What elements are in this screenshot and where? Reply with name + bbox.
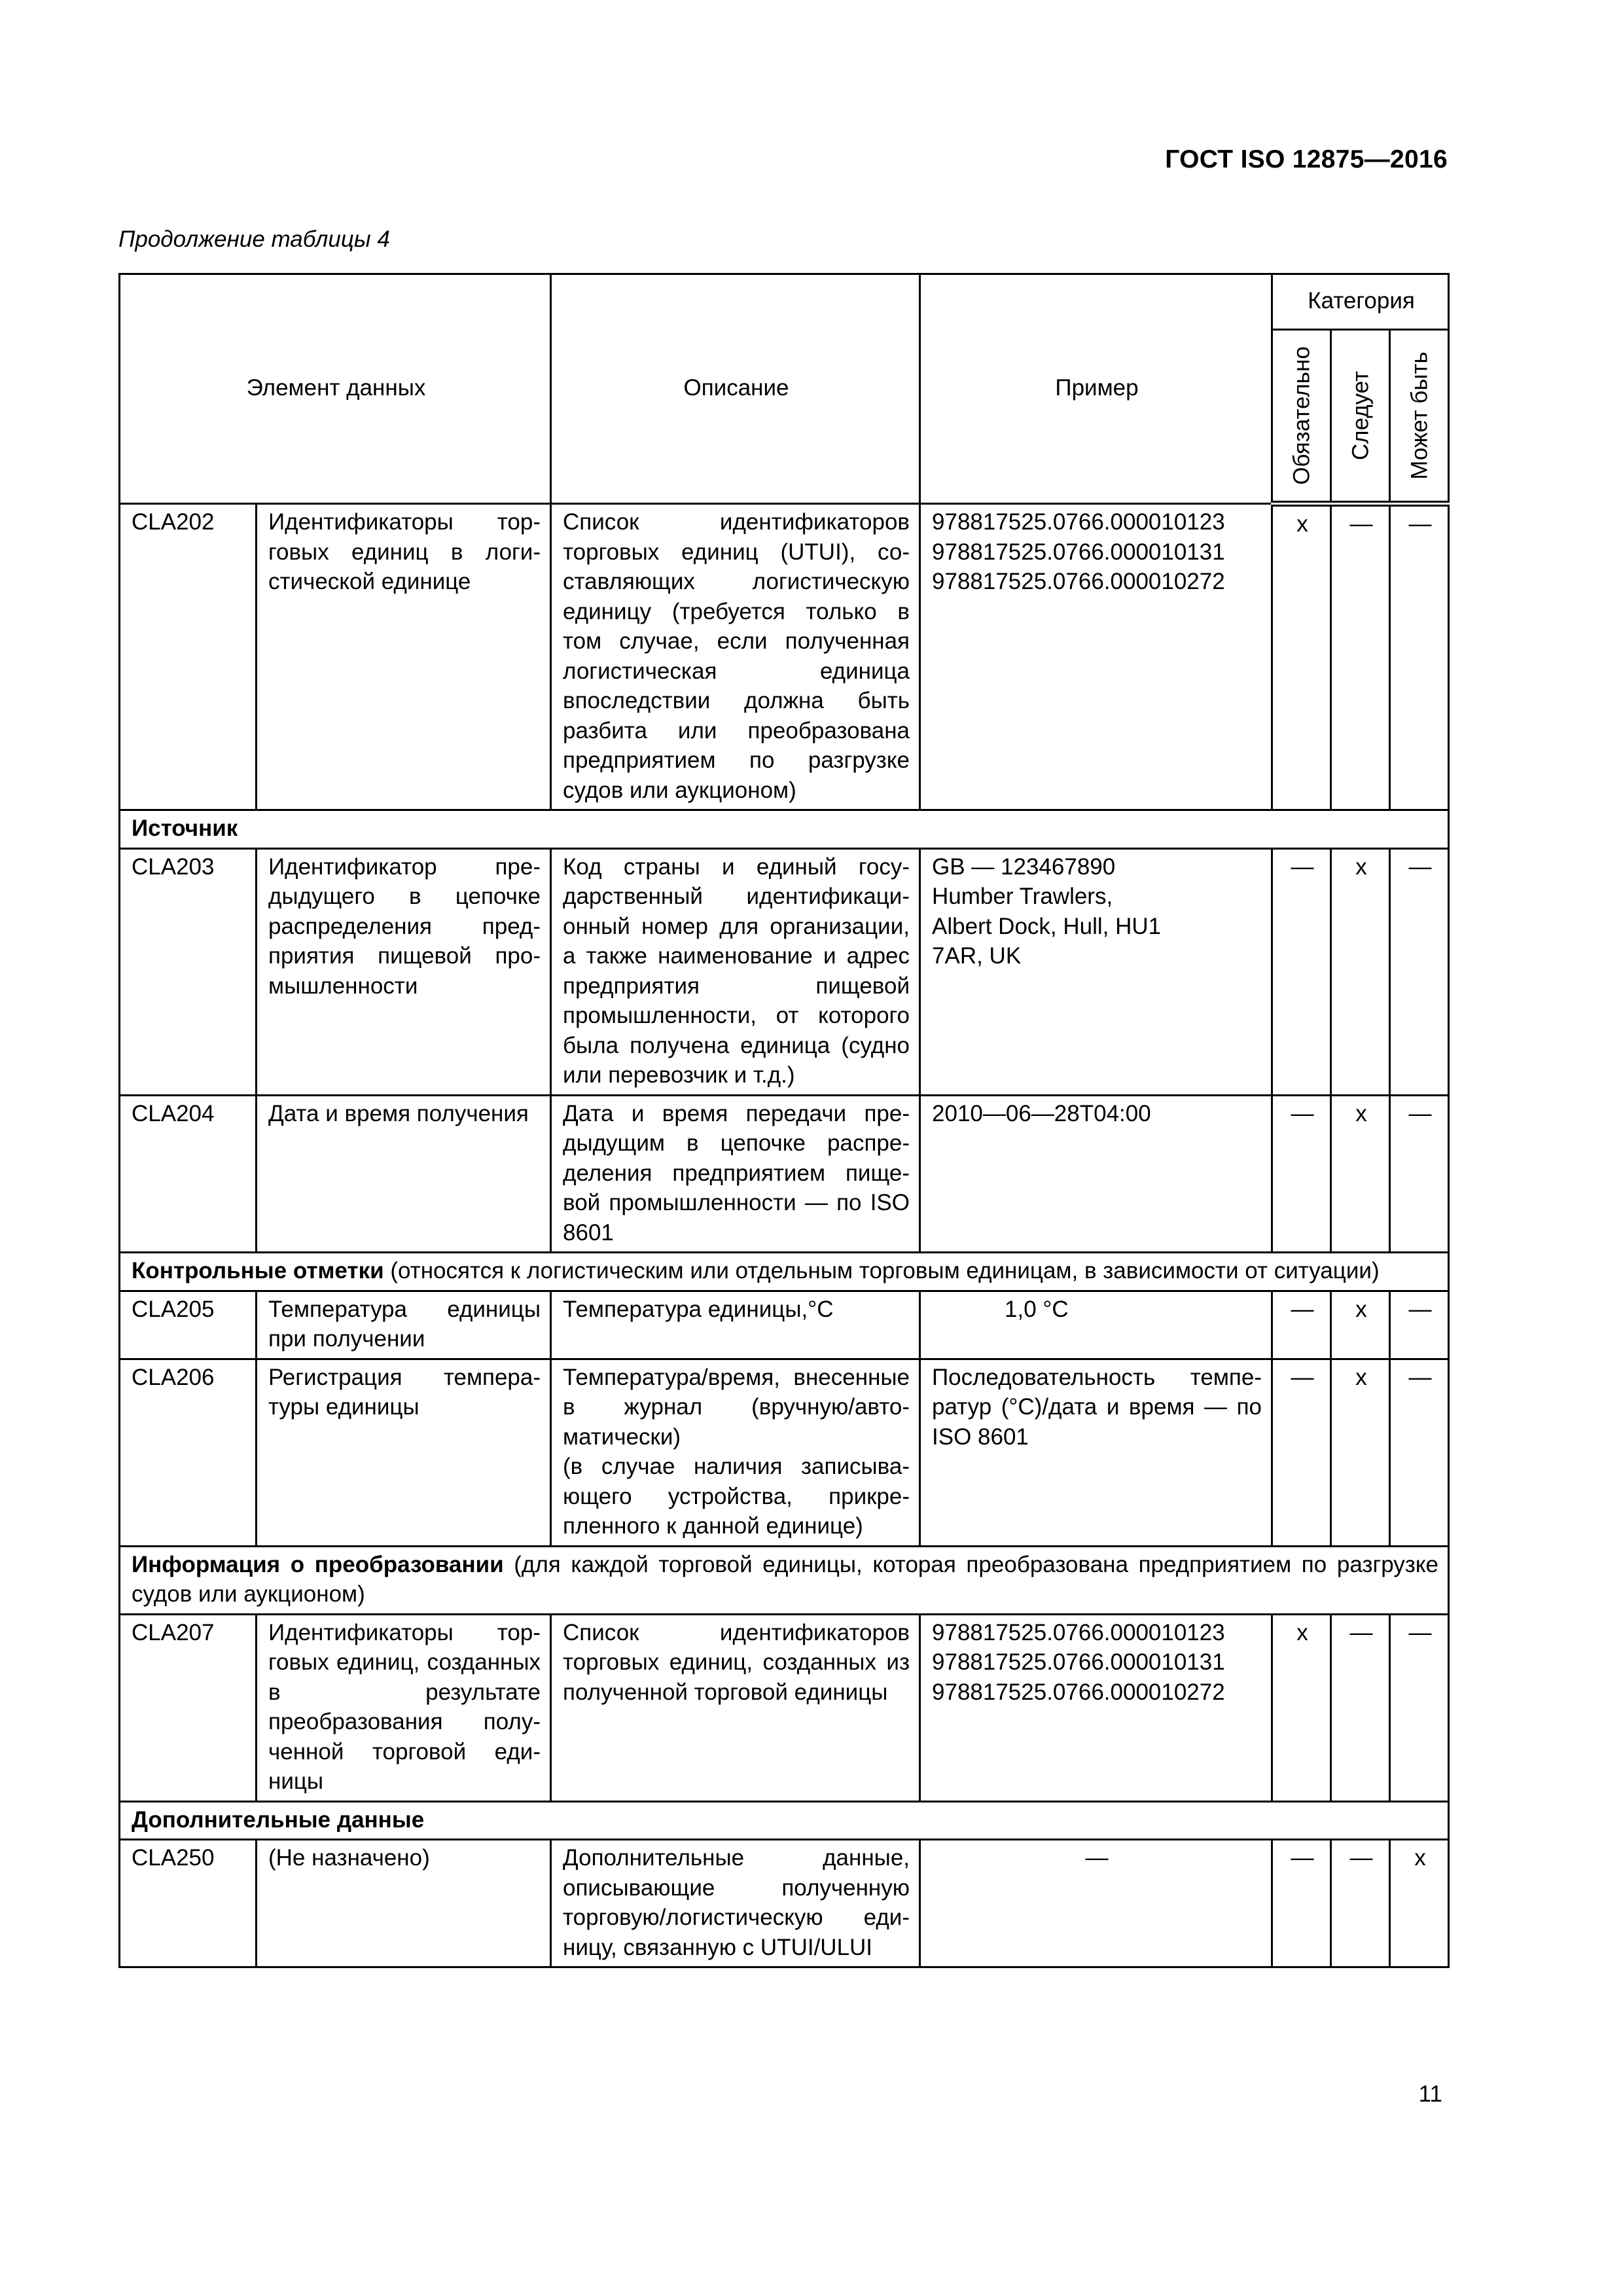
row-may-mark: — <box>1390 1095 1449 1253</box>
row-should-mark: — <box>1331 504 1390 810</box>
row-element-name: (Не назначено) <box>257 1840 551 1967</box>
row-code: CLA206 <box>120 1359 257 1546</box>
description-main: Температура/время, внесенные в журнал (вручную/автоматически) <box>563 1364 910 1450</box>
row-description: Код страны и единый государственный идентификационный номер для организации, а также наименование и адрес предприятия пищевой промышленности, от которого была получена единица (судно или перевозчик и т.д.) <box>551 848 920 1095</box>
row-element-name: Идентификаторы торговых единиц в логистической единице <box>257 504 551 810</box>
example-line: 1,0 °С <box>1005 1296 1069 1322</box>
row-description: Температура единицы,°С <box>551 1291 920 1359</box>
row-description: Дата и время передачи предыдущим в цепочке распределения предприятием пищевой промышленности — по ISO 8601 <box>551 1095 920 1253</box>
example-line: 978817525.0766.000010123 <box>932 1619 1225 1645</box>
example-line: GB — 123467890 <box>932 853 1116 880</box>
column-header-example: Пример <box>920 274 1272 504</box>
row-element-name: Температура единицы при получении <box>257 1291 551 1359</box>
page-number: 11 <box>1418 2081 1442 2107</box>
section-transform <box>120 1546 1449 1614</box>
row-example <box>920 504 1272 810</box>
row-example <box>920 1614 1272 1801</box>
row-may-mark: x <box>1390 1840 1449 1967</box>
row-example <box>920 1840 1272 1967</box>
row-should-mark: — <box>1331 1840 1390 1967</box>
example-line: — <box>1085 1845 1109 1871</box>
column-header-should <box>1331 330 1390 504</box>
table-row <box>120 1840 1449 1967</box>
row-example <box>920 1291 1272 1359</box>
column-header-element: Элемент данных <box>120 274 551 504</box>
column-header-description: Описание <box>551 274 920 504</box>
table-row <box>120 1359 1449 1546</box>
table-row <box>120 1095 1449 1253</box>
example-line: 978817525.0766.000010123 <box>932 509 1225 535</box>
row-description: Список идентификаторов торговых единиц (UTUI), составляющих логистическую единицу (требуется только в том случае, если полученная логистическая единица впоследствии должна быть разбита или преобразована предприятием по разгрузке судов или аукционом) <box>551 504 920 810</box>
row-description: Список идентификаторов торговых единиц, созданных из полученной торговой единицы <box>551 1614 920 1801</box>
example-line: 978817525.0766.000010272 <box>932 1679 1225 1705</box>
example-line: 2010—06—28T04:00 <box>932 1100 1151 1126</box>
section-row <box>120 1801 1449 1840</box>
table-row <box>120 504 1449 810</box>
row-mandatory-mark: x <box>1272 1614 1331 1801</box>
row-code: CLA203 <box>120 848 257 1095</box>
row-mandatory-mark: — <box>1272 848 1331 1095</box>
example-line: Humber Trawlers, <box>932 884 1113 909</box>
example-line: Albert Dock, Hull, HU1 <box>932 913 1162 939</box>
section-title: Дополнительные данные <box>132 1806 425 1833</box>
section-note: (для каждой торговой единицы, которая преобразована предприятием по разгрузке судов или аукционом) <box>132 1551 1439 1607</box>
column-header-should-label: Следует <box>1347 370 1374 461</box>
section-control <box>120 1253 1449 1291</box>
column-header-may-label: Может быть <box>1406 351 1433 480</box>
section-source <box>120 810 1449 849</box>
section-additional <box>120 1801 1449 1840</box>
row-should-mark: — <box>1331 1614 1390 1801</box>
section-title: Информация о преобразовании <box>132 1551 504 1577</box>
row-may-mark: — <box>1390 1359 1449 1546</box>
row-element-name: Идентификатор предыдущего в цепочке распределения предприятия пищевой промышленности <box>257 848 551 1095</box>
row-description <box>551 1359 920 1546</box>
section-title: Источник <box>132 816 238 841</box>
table-row <box>120 1614 1449 1801</box>
row-mandatory-mark: — <box>1272 1359 1331 1546</box>
column-header-mandatory-label: Обязательно <box>1289 346 1315 485</box>
row-element-name: Идентификаторы торговых единиц, созданных в результате преобразования полученной торговой единицы <box>257 1614 551 1801</box>
example-line: 7AR, UK <box>932 943 1022 969</box>
row-may-mark: — <box>1390 1614 1449 1801</box>
column-header-category: Категория <box>1272 274 1449 330</box>
section-row <box>120 1253 1449 1291</box>
example-line: 978817525.0766.000010131 <box>932 1649 1225 1675</box>
document-code: ГОСТ ISO 12875—2016 <box>1165 145 1448 173</box>
row-mandatory-mark: — <box>1272 1291 1331 1359</box>
row-mandatory-mark: — <box>1272 1095 1331 1253</box>
row-code: CLA202 <box>120 504 257 810</box>
section-note: (относятся к логистическим или отдельным торговым единицам, в зависимости от ситуации) <box>383 1258 1380 1283</box>
section-row <box>120 1546 1449 1614</box>
row-code: CLA204 <box>120 1095 257 1253</box>
example-line: 978817525.0766.000010272 <box>932 569 1225 594</box>
row-element-name: Регистрация температуры единицы <box>257 1359 551 1546</box>
row-example <box>920 1095 1272 1253</box>
row-code: CLA205 <box>120 1291 257 1359</box>
section-title: Контрольные отметки <box>132 1258 384 1283</box>
row-should-mark: x <box>1331 1095 1390 1253</box>
table-row <box>120 1291 1449 1359</box>
row-example <box>920 848 1272 1095</box>
table-row <box>120 848 1449 1095</box>
data-elements-table <box>118 273 1450 1968</box>
row-should-mark: x <box>1331 1359 1390 1546</box>
row-may-mark: — <box>1390 848 1449 1095</box>
row-code: CLA250 <box>120 1840 257 1967</box>
section-row <box>120 810 1449 849</box>
row-should-mark: x <box>1331 1291 1390 1359</box>
row-example: Последовательность температур (°С)/дата и время — по ISO 8601 <box>920 1359 1272 1546</box>
row-mandatory-mark: — <box>1272 1840 1331 1967</box>
row-may-mark: — <box>1390 1291 1449 1359</box>
row-mandatory-mark: x <box>1272 504 1331 810</box>
column-header-mandatory <box>1272 330 1331 504</box>
example-line: 978817525.0766.000010131 <box>932 539 1225 565</box>
table-caption: Продолжение таблицы 4 <box>118 226 390 252</box>
row-may-mark: — <box>1390 504 1449 810</box>
row-should-mark: x <box>1331 848 1390 1095</box>
row-description: Дополнительные данные, описывающие полученную торговую/логистическую единицу, связанную с UTUI/ULUI <box>551 1840 920 1967</box>
row-code: CLA207 <box>120 1614 257 1801</box>
column-header-may <box>1390 330 1449 504</box>
row-element-name: Дата и время получения <box>257 1095 551 1253</box>
description-note: (в случае наличия записывающего устройства, прикрепленного к данной единице) <box>563 1454 910 1539</box>
